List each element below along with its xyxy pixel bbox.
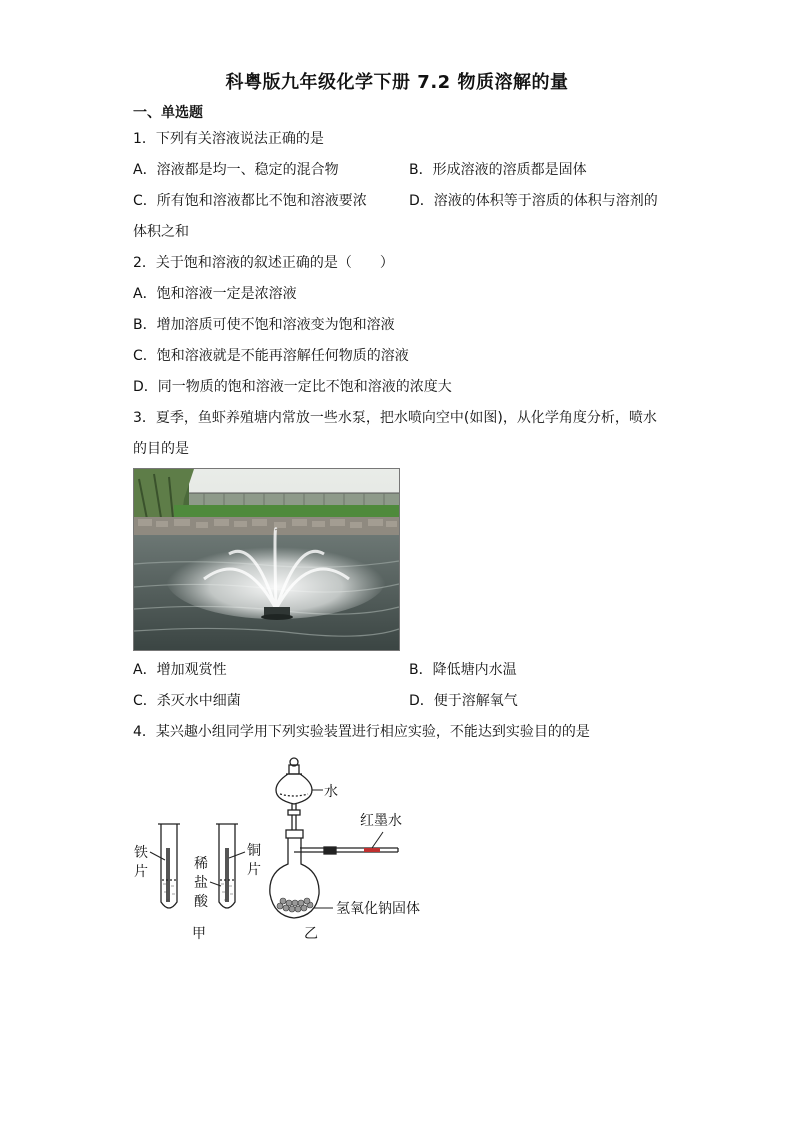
test-tube-copper bbox=[216, 824, 238, 908]
question-3-option-c: C．杀灭水中细菌 bbox=[133, 693, 241, 709]
copper-label-2: 片 bbox=[247, 862, 261, 878]
question-1-stem: 1．下列有关溶液说法正确的是 bbox=[133, 131, 324, 147]
question-2-option-d: D．同一物质的饱和溶液一定比不饱和溶液的浓度大 bbox=[133, 379, 452, 395]
question-4-stem: 4．某兴趣小组同学用下列实验装置进行相应实验，不能达到实验目的的是 bbox=[133, 724, 590, 740]
sodium-hydroxide-solid bbox=[277, 898, 313, 912]
question-3-option-a: A．增加观赏性 bbox=[133, 662, 227, 678]
question-2-option-c: C．饱和溶液就是不能再溶解任何物质的溶液 bbox=[133, 348, 409, 364]
fountain-photo bbox=[133, 468, 400, 651]
question-2-option-a: A．饱和溶液一定是浓溶液 bbox=[133, 286, 297, 302]
figure-label-jia: 甲 bbox=[192, 926, 206, 942]
section-heading: 一、单选题 bbox=[133, 105, 203, 121]
copper-label-1: 铜 bbox=[247, 843, 261, 859]
test-tube-iron bbox=[158, 824, 180, 908]
question-3-stem: 3．夏季，鱼虾养殖塘内常放一些水泵，把水喷向空中(如图)，从化学角度分析，喷水 bbox=[133, 410, 657, 426]
question-3-stem-continued: 的目的是 bbox=[133, 441, 189, 457]
question-1-option-b: B．形成溶液的溶质都是固体 bbox=[409, 162, 587, 178]
red-ink-label: 红墨水 bbox=[360, 813, 402, 829]
acid-label-2: 盐 bbox=[194, 875, 208, 891]
question-2-option-b: B．增加溶质可使不饱和溶液变为饱和溶液 bbox=[133, 317, 395, 333]
question-1-option-d-continued: 体积之和 bbox=[133, 224, 189, 240]
separatory-funnel bbox=[276, 758, 312, 830]
page-title: 科粤版九年级化学下册 7.2 物质溶解的量 bbox=[225, 72, 569, 93]
question-2-stem: 2．关于饱和溶液的叙述正确的是（ ） bbox=[133, 255, 394, 271]
water-label: 水 bbox=[324, 784, 338, 800]
question-1-option-a: A．溶液都是均一、稳定的混合物 bbox=[133, 162, 339, 178]
acid-label-1: 稀 bbox=[194, 856, 208, 872]
iron-label-1: 铁 bbox=[134, 845, 148, 861]
figure-label-yi: 乙 bbox=[304, 926, 318, 942]
question-3-option-b: B．降低塘内水温 bbox=[409, 662, 517, 678]
question-1-option-c: C．所有饱和溶液都比不饱和溶液要浓 bbox=[133, 193, 367, 209]
question-1-option-d: D．溶液的体积等于溶质的体积与溶剂的 bbox=[409, 193, 658, 209]
question-3-option-d: D．便于溶解氧气 bbox=[409, 693, 518, 709]
naoh-label: 氢氧化钠固体 bbox=[336, 901, 420, 917]
iron-label-2: 片 bbox=[134, 864, 148, 880]
acid-label-3: 酸 bbox=[194, 894, 208, 910]
experiment-apparatus-figure bbox=[128, 752, 438, 951]
